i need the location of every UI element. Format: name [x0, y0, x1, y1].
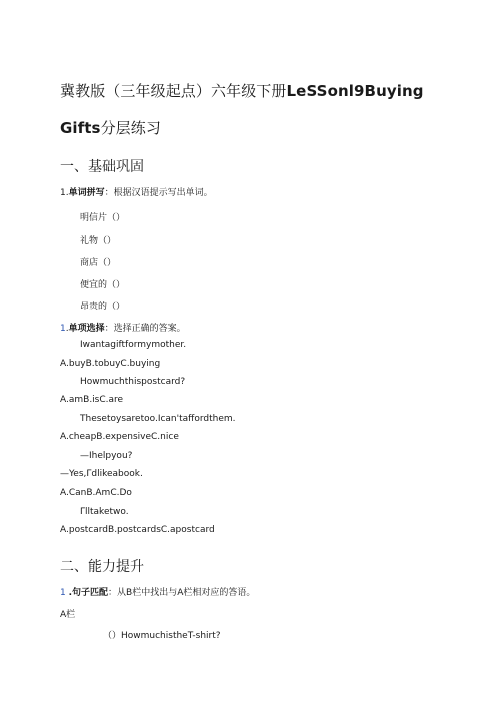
word-item: 商店（） — [80, 258, 117, 268]
option-line: A.CanB.AmC.Do — [60, 488, 132, 498]
option-line: A.cheapB.expensiveC.nice — [60, 432, 179, 442]
word-item: 昂贵的（） — [80, 302, 126, 312]
question-label: .句子匹配 — [68, 588, 109, 598]
option-line: A.amB.isC.are — [60, 395, 124, 405]
match-item: （）HowmuchistheT-shirt? — [103, 631, 221, 641]
section-2-heading: 二、能力提升 — [60, 559, 144, 575]
question-1-2: 1.单项选择：选择正确的答案。 — [60, 324, 186, 334]
option-line: A.postcardB.postcardsC.apostcard — [60, 525, 215, 535]
title-lesson: LeSSonl9Buying — [286, 82, 424, 100]
question-1-1: 1.单词拼写：根据汉语提示写出单词。 — [60, 188, 213, 198]
question-2-1: 1 .句子匹配：从B栏中找出与A栏相对应的答语。 — [60, 588, 256, 598]
word-item: 便宜的（） — [80, 280, 126, 290]
sentence-line: Howmuchthispostcard? — [80, 377, 186, 387]
sentence-line: Thesetoysaretoo.Ican'taffordthem. — [80, 414, 236, 424]
question-label: 单词拼写 — [68, 188, 105, 198]
sentence-line: —Yes,Γdlikeabook. — [60, 469, 143, 479]
document-title-line-1 — [60, 80, 424, 101]
section-1-heading: 一、基础巩固 — [60, 159, 144, 175]
sentence-line: Iwantagiftformymother. — [80, 340, 187, 350]
sentence-line: —Ihelpyou? — [80, 451, 133, 461]
word-item: 明信片（） — [80, 213, 126, 223]
title-gifts: Gifts — [60, 119, 101, 137]
option-line: A.buyB.tobuyC.buying — [60, 359, 161, 369]
column-a-label: A栏 — [60, 610, 76, 620]
word-item: 礼物（） — [80, 236, 117, 246]
document-title-line-2 — [60, 117, 161, 138]
title-prefix: 冀教版（三年级起点）六年级下册 — [60, 82, 287, 100]
title-suffix: 分层练习 — [100, 119, 161, 137]
sentence-line: Γlltaketwo. — [80, 507, 129, 517]
question-label: 单项选择 — [68, 324, 105, 334]
